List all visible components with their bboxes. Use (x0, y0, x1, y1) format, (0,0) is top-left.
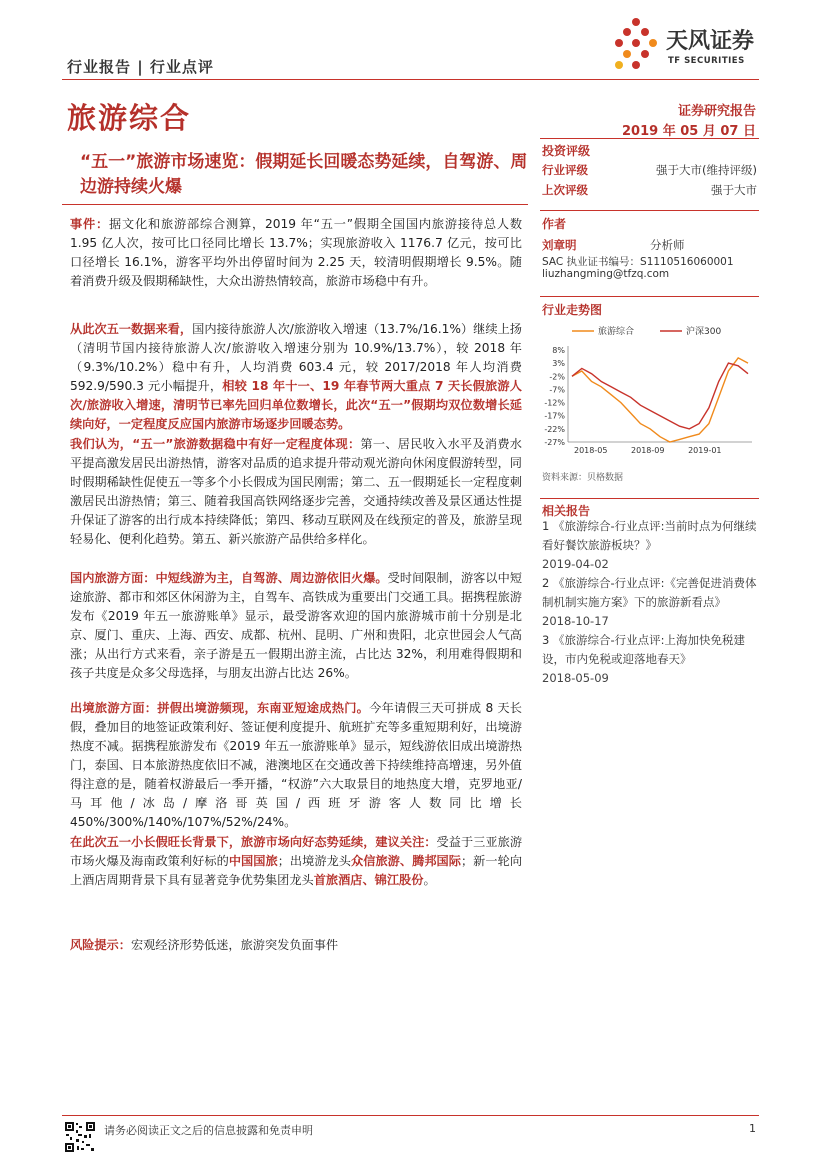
paragraph-lead: 出境旅游方面：拼假出境游频现，东南亚短途成热门。 (70, 701, 370, 715)
paragraph-lead: 风险提示： (70, 938, 131, 952)
legend-label: 旅游综合 (598, 327, 635, 337)
sidebar-rule (540, 498, 759, 499)
footer-rule (62, 1115, 759, 1116)
paragraph-event (70, 215, 522, 291)
author-role: 分析师 (650, 238, 685, 252)
y-tick-label: -17% (544, 411, 565, 421)
paragraph-text: 第一、居民收入水平及消费水平提高激发居民出游热情，游客对品质的追求提升带动观光游向休闲度假游转型，同时假期稀缺性促使五一等多个小长假成为国民刚需；第二、五一假期延长一定程度刺激居民出游热情；第三、随着我国高铁网络逐步完善，交通持续改善及景区通达性提升保证了游客的出行成本持续降低；第四、移动互联网及在线预定的普及，旅游呈现轻易化、便利化趋势。第五、新兴旅游产品供给多样化。 (70, 437, 522, 546)
legend-label: 沪深300 (686, 327, 722, 337)
paragraph-domestic (70, 569, 522, 683)
report-type: 证券研究报告 (677, 104, 756, 119)
stock-name: 众信旅游、腾邦国际 (351, 854, 461, 868)
related-report-1[interactable]: 1 《旅游综合-行业点评:当前时点为何继续看好餐饮旅游板块？》 2019-04-02 (542, 519, 757, 571)
paragraph-lead: 在此次五一小长假旺长背景下，旅游市场向好态势延续，建议关注： (70, 835, 437, 849)
paragraph-data (70, 320, 522, 434)
paragraph-lead: 国内旅游方面：中短线游为主，自驾游、周边游依旧火爆。 (70, 571, 388, 585)
y-tick-label: -22% (544, 424, 565, 434)
prev-rating-value: 强于大市 (711, 183, 757, 197)
paragraph-text: 今年请假三天可拼成 8 天长假，叠加目的地签证政策利好、签证便利度提升、航班扩充等多重短期利好，出境游热度不减。据携程旅游发布《2019 年五一旅游账单》显示，短线游依旧成出境游热门，泰国、日本旅游热度依旧不减，港澳地区在交通改善下持续维持高增速，另外值得注意的是，随着权游最后一季开播，“权游”六大取景目的地热度大增，克罗地亚/马耳他/冰岛/摩洛哥英国/西班牙游客人数同比增长 450%/300%/140%/107%/52%/24%。 (70, 701, 522, 829)
headline-rule (62, 204, 528, 205)
paragraph-view (70, 435, 522, 549)
y-tick-label: -12% (544, 398, 565, 408)
author-name: 刘章明 (542, 238, 577, 252)
y-tick-label: 8% (552, 346, 565, 355)
stock-name: 中国国旅 (228, 854, 278, 868)
author-title: 作者 (542, 217, 567, 231)
related-report-3[interactable]: 3 《旅游综合-行业点评:上海加快免税建设，市内免税或迎落地春天》 2018-05-09 (542, 633, 745, 685)
y-tick-label: -7% (549, 385, 565, 395)
prev-rating-label: 上次评级 (542, 183, 588, 197)
x-tick-label: 2018-05 (574, 446, 608, 455)
prev-rating-row (542, 182, 757, 198)
related-title: 相关报告 (542, 504, 591, 518)
logo-en-text: TF SECURITIES (668, 56, 745, 66)
paragraph-text: 据文化和旅游部综合测算，2019 年“五一”假期全国国内旅游接待总人数 1.95 亿人次，按可比口径同比增长 13.7%；实现旅游收入 1176.7 亿元，按可比口径增长 16.1%，游客平均外出停留时间为 2.25 天，较清明假期增长 9.5%。随着消费升级及假期稀缺性，大众出游热情较高，旅游市场稳中有升。 (70, 217, 523, 288)
paragraph-outbound (70, 699, 522, 832)
report-date: 2019 年 05 月 07 日 (622, 124, 756, 139)
page-number: 1 (749, 1122, 756, 1135)
sidebar-rule (540, 296, 759, 297)
industry-title: 旅游综合 (67, 101, 192, 135)
paragraph-text: 国内接待旅游人次/旅游收入增速（13.7%/16.1%）继续上扬（清明节国内接待旅游人次/旅游收入增速分别为 10.9%/13.7%），较 2018 年（9.3%/10.2%）稳中有升，人均消费 603.4 元，较 2017/2018 年人均消费 592.9/590.3 元小幅提升， (70, 322, 522, 393)
y-tick-label: 3% (552, 359, 565, 369)
paragraph-lead: 我们认为，“五一”旅游数据稳中有好一定程度体现： (70, 437, 361, 451)
paragraph-recommend: 在此次五一小长假旺长背景下，旅游市场向好态势延续，建议关注：受益于三亚旅游市场火爆及海南政策利好标的中国国旅；出境游龙头众信旅游、腾邦国际；新一轮向上酒店周期背景下具有显著竞争优势集团龙头首旅酒店、锦江股份。 (70, 835, 523, 887)
header-rule (62, 79, 759, 80)
report-headline: “五一”旅游市场速览：假期延长回暖态势延续，自驾游、周边游持续火爆 (80, 152, 528, 197)
rating-value: 强于大市(维持评级) (656, 163, 757, 177)
rating-row (542, 162, 757, 178)
trend-chart (540, 320, 759, 460)
rating-title: 投资评级 (542, 144, 591, 158)
paragraph-text: 宏观经济形势低迷，旅游突发负面事件 (130, 938, 339, 952)
rating-label: 行业评级 (542, 163, 588, 177)
series-line-沪深300 (572, 363, 748, 429)
author-cert: SAC 执业证书编号：S1110516060001 (542, 256, 734, 268)
paragraph-risk (70, 936, 522, 955)
author-row (542, 237, 757, 253)
chart-source: 资料来源：贝格数据 (542, 473, 624, 483)
logo-mark-icon (610, 16, 662, 74)
stock-name: 首旅酒店、锦江股份 (313, 873, 424, 887)
qr-code-icon (64, 1121, 96, 1153)
y-tick-label: -27% (544, 438, 565, 447)
paragraph-lead: 从此次五一数据来看， (70, 322, 193, 336)
author-email[interactable]: liuzhangming@tfzq.com (542, 268, 670, 280)
series-line-旅游综合 (572, 358, 748, 442)
x-tick-label: 2019-01 (688, 446, 722, 455)
paragraph-text: 受时间限制，游客以中短途旅游、都市和郊区休闲游为主，自驾车、高铁成为重要出门交通工具。据携程旅游发布《2019 年五一旅游账单》显示，最受游客欢迎的国内旅游城市前十分别是北京、厦门、重庆、上海、西安、成都、杭州、昆明、广州和贵阳，北京世园会人气高涨；从出行方式来看，亲子游是五一假期出游主流，占比达 32%，利用难得假期和孩子共度是众多父母选择，与朋友出游占比达 26%。 (70, 571, 523, 680)
logo-cn-text: 天风证券 (666, 29, 755, 54)
sidebar-rule (540, 138, 759, 139)
doc-type: 行业报告 | 行业点评 (67, 58, 214, 76)
x-tick-label: 2018-09 (631, 446, 665, 455)
paragraph-emphasis: 相较 18 年十一、19 年春节两大重点 7 天长假旅游人次/旅游收入增速，清明节已率先回归单位数增长，此次“五一”假期均双位数增长延续向好，一定程度反应国内旅游市场逐步回暖态势。 (70, 379, 522, 431)
paragraph-lead: 事件： (70, 217, 109, 231)
company-logo (610, 16, 760, 76)
sidebar-rule (540, 210, 759, 211)
trend-title: 行业走势图 (542, 303, 603, 317)
y-tick-label: -2% (549, 372, 565, 382)
footer-disclaimer: 请务必阅读正文之后的信息披露和免责申明 (104, 1124, 313, 1137)
related-report-2[interactable]: 2 《旅游综合-行业点评:《完善促进消费体制机制实施方案》下的旅游新看点》 2018-10-17 (542, 576, 757, 628)
